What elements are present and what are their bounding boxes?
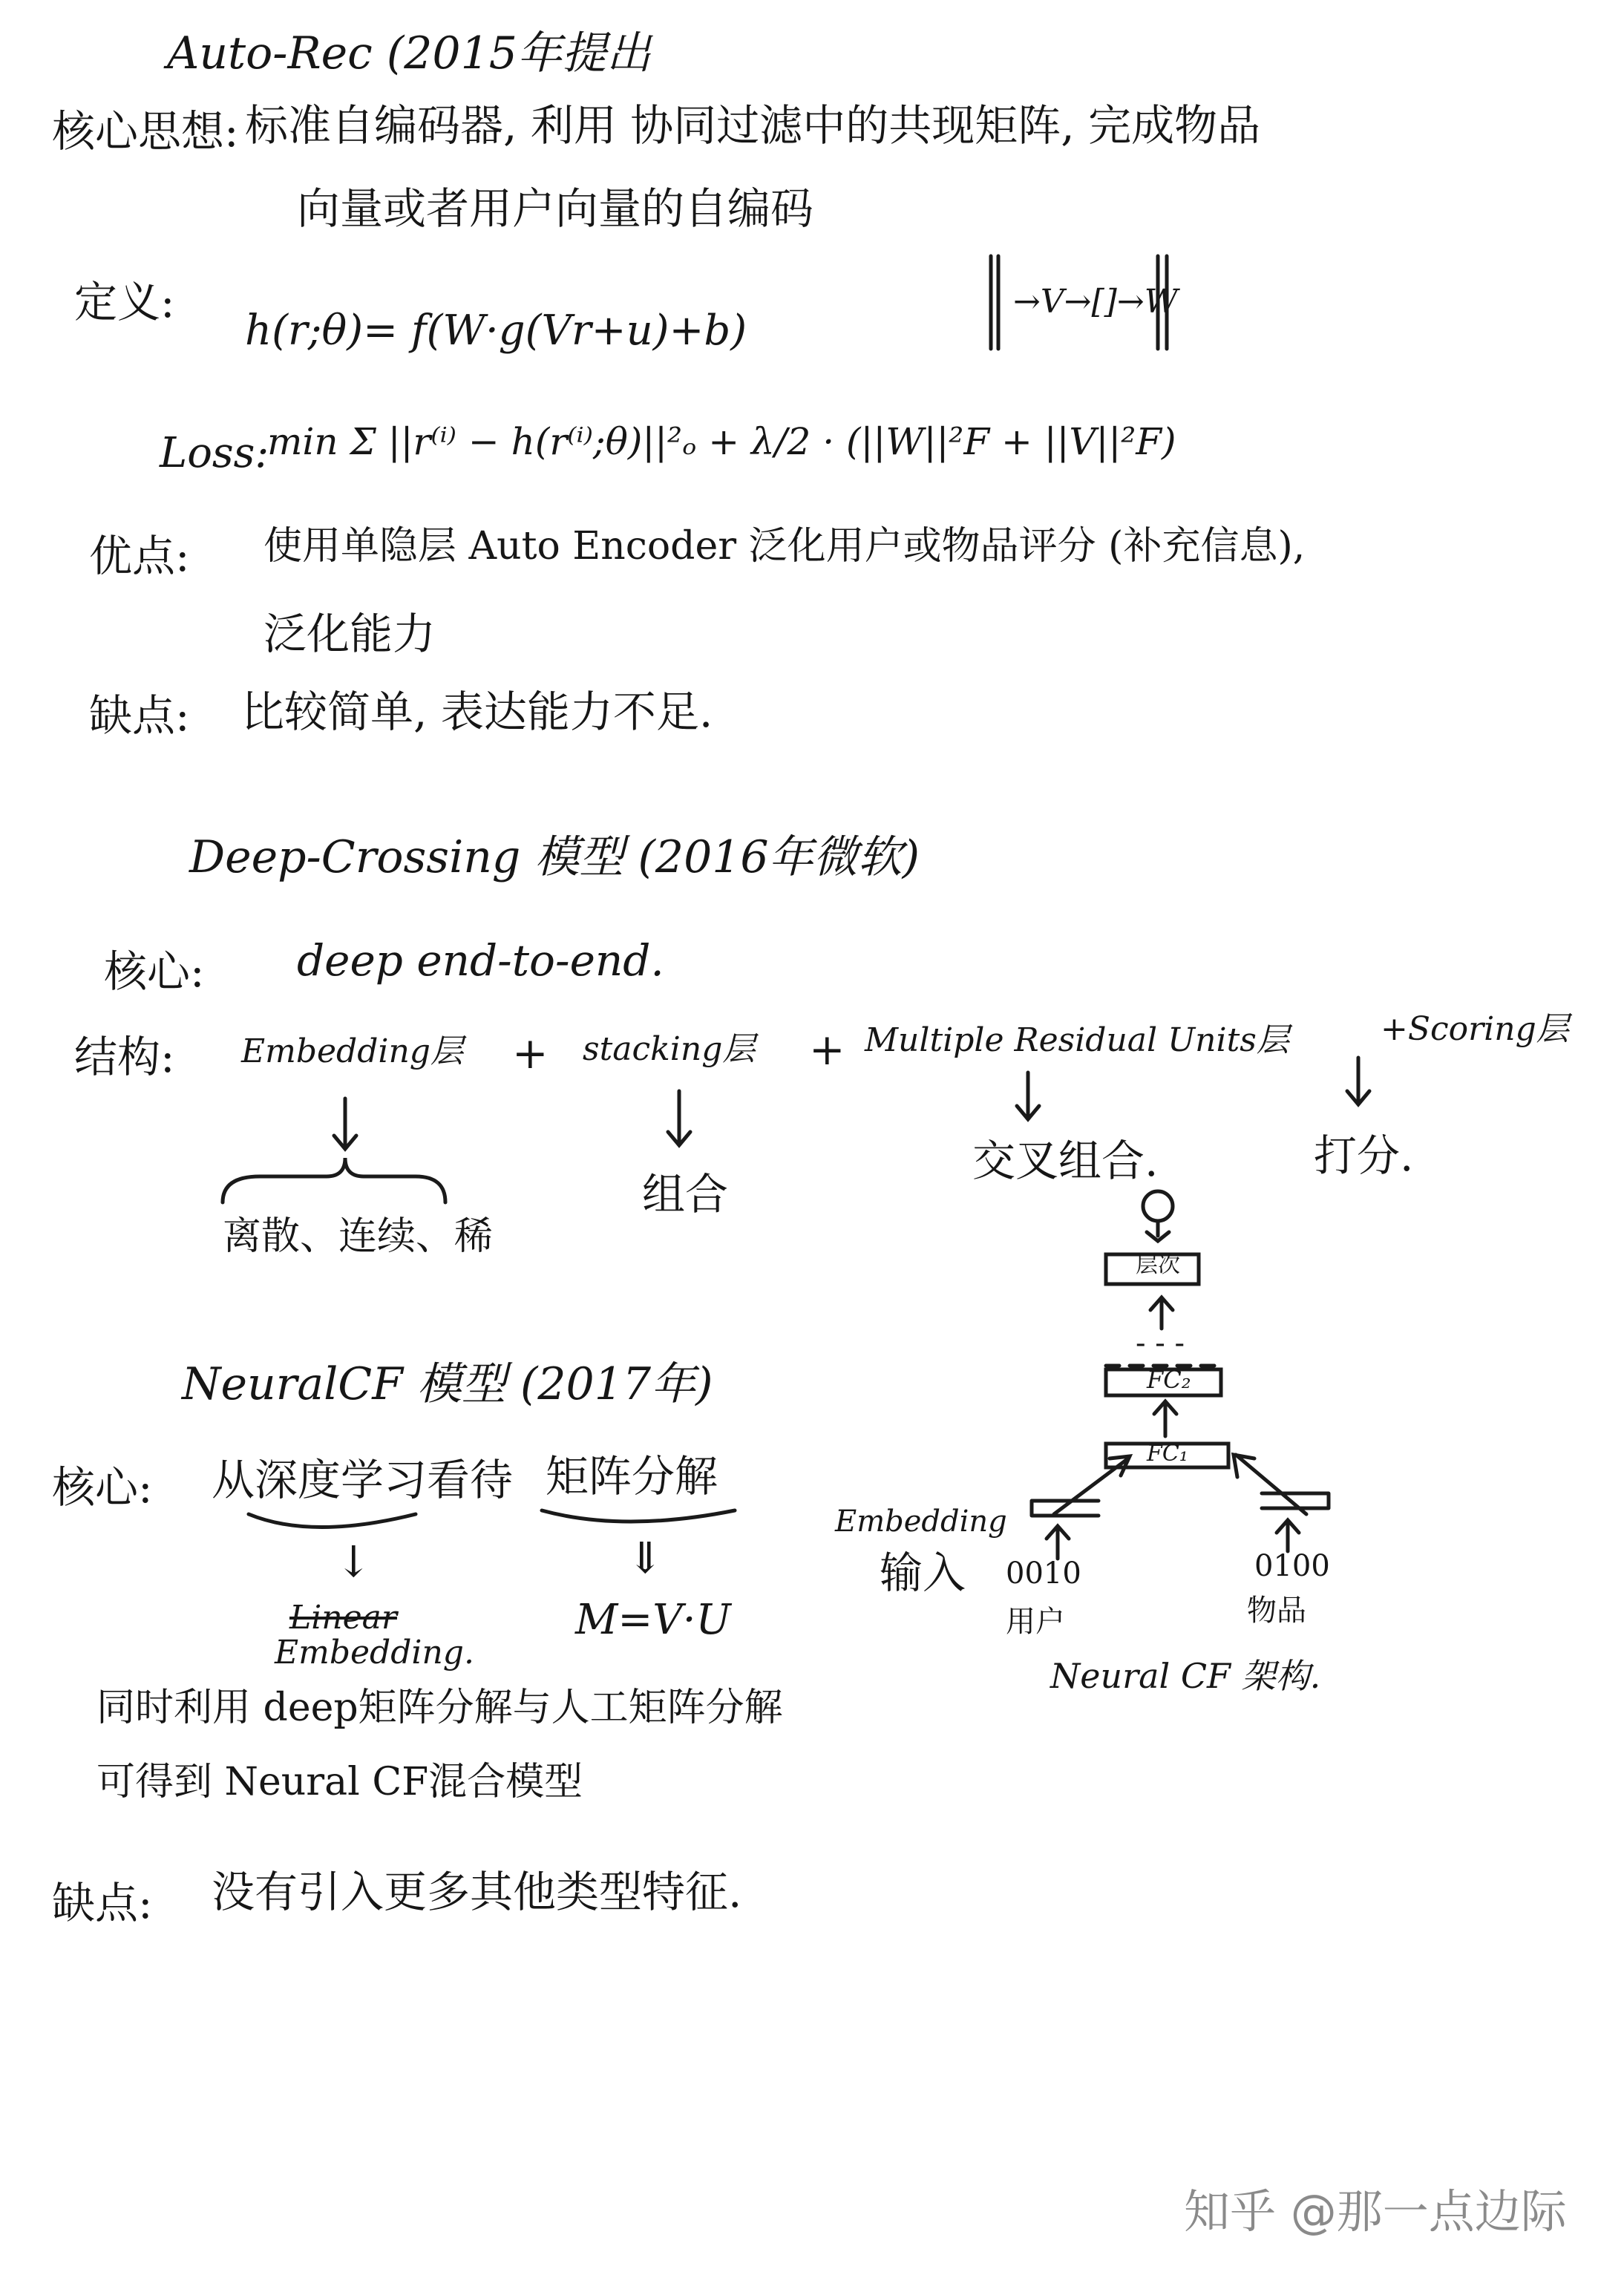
- autorec-title: Auto-Rec (2015年提出: [167, 27, 651, 79]
- ncf-cons-text: 没有引入更多其他类型特征.: [212, 1867, 742, 1917]
- deepcrossing-title: Deep-Crossing 模型 (2016年微软): [189, 831, 920, 883]
- diagram-user-label: 用户: [1006, 1605, 1065, 1639]
- autorec-core-text: 标准自编码器, 利用 协同过滤中的共现矩阵, 完成物品: [245, 100, 1261, 151]
- diagram-top-layer: 层次: [1136, 1252, 1180, 1278]
- autorec-pros-text: 使用单隐层 Auto Encoder 泛化用户或物品评分 (补充信息),: [263, 524, 1306, 569]
- deepcrossing-plus2: +: [809, 1024, 845, 1075]
- diagram-input-label: 输入: [880, 1548, 966, 1598]
- ncf-core-label: 核心:: [52, 1462, 153, 1513]
- diagram-item-label: 物品: [1247, 1594, 1306, 1628]
- deepcrossing-layer1: Embedding层: [241, 1032, 463, 1070]
- deepcrossing-plus1: +: [512, 1028, 549, 1078]
- autorec-cons-text: 比较简单, 表达能力不足.: [241, 687, 713, 737]
- deepcrossing-note-scoring: 打分.: [1314, 1130, 1414, 1181]
- diagram-caption: Neural CF 架构.: [1050, 1656, 1321, 1696]
- ncf-core-text1: 从深度学习看待: [212, 1455, 514, 1505]
- ncf-struck-linear: Linear: [289, 1599, 397, 1637]
- deepcrossing-struct-label: 结构:: [74, 1032, 175, 1082]
- autorec-cons-label: 缺点:: [89, 690, 190, 741]
- deepcrossing-layer2: stacking层: [583, 1030, 756, 1068]
- deepcrossing-layer3: Multiple Residual Units层: [865, 1021, 1289, 1059]
- diagram-fc1: FC₁: [1147, 1441, 1188, 1467]
- zhihu-watermark: 知乎 @那一点边际: [1184, 2184, 1567, 2239]
- ncf-title: NeuralCF 模型 (2017年): [182, 1358, 713, 1410]
- autorec-loss-formula: min Σ ||r⁽ⁱ⁾ − h(r⁽ⁱ⁾;θ)||²ₒ + λ/2 · (||W||²F + ||V||²F): [267, 420, 1176, 463]
- deepcrossing-note-embedding: 离散、连续、稀: [223, 1214, 494, 1259]
- ncf-cons-label: 缺点:: [52, 1878, 153, 1928]
- ncf-formula: M=V·U: [575, 1596, 731, 1644]
- deepcrossing-note-stacking: 组合: [642, 1169, 729, 1219]
- ncf-line1: 同时利用 deep矩阵分解与人工矩阵分解: [96, 1686, 783, 1730]
- deepcrossing-note-residual: 交叉组合.: [972, 1136, 1159, 1186]
- ncf-arrow-left: ↓: [335, 1536, 372, 1587]
- ncf-line2: 可得到 Neural CF混合模型: [96, 1760, 583, 1804]
- deepcrossing-layer4: +Scoring层: [1381, 1010, 1569, 1048]
- deepcrossing-core-text: deep end-to-end.: [297, 935, 664, 986]
- diagram-dots: - - -: [1136, 1326, 1185, 1361]
- ncf-embedding-note: Embedding.: [275, 1634, 474, 1671]
- diagram-item-vector: 0100: [1254, 1549, 1330, 1583]
- autorec-loss-label: Loss:: [160, 429, 269, 477]
- autorec-core-text2: 向量或者用户向量的自编码: [297, 183, 814, 234]
- autorec-def-label: 定义:: [74, 277, 175, 327]
- autorec-pros-text2: 泛化能力: [263, 609, 436, 659]
- ncf-arrow-right: ⇓: [627, 1533, 664, 1583]
- diagram-fc2: FC₂: [1147, 1366, 1191, 1394]
- autorec-pros-label: 优点:: [89, 531, 190, 581]
- autorec-def-sketch: →V→[]→W: [1013, 283, 1178, 321]
- diagram-user-vector: 0010: [1006, 1556, 1081, 1591]
- diagram-embedding-label: Embedding: [835, 1504, 1007, 1539]
- autorec-def-formula: h(r;θ)= f(W·g(Vr+u)+b): [245, 307, 747, 355]
- ncf-core-text2: 矩阵分解: [546, 1451, 718, 1502]
- autorec-core-label: 核心思想:: [52, 106, 239, 157]
- deepcrossing-core-label: 核心:: [104, 946, 205, 997]
